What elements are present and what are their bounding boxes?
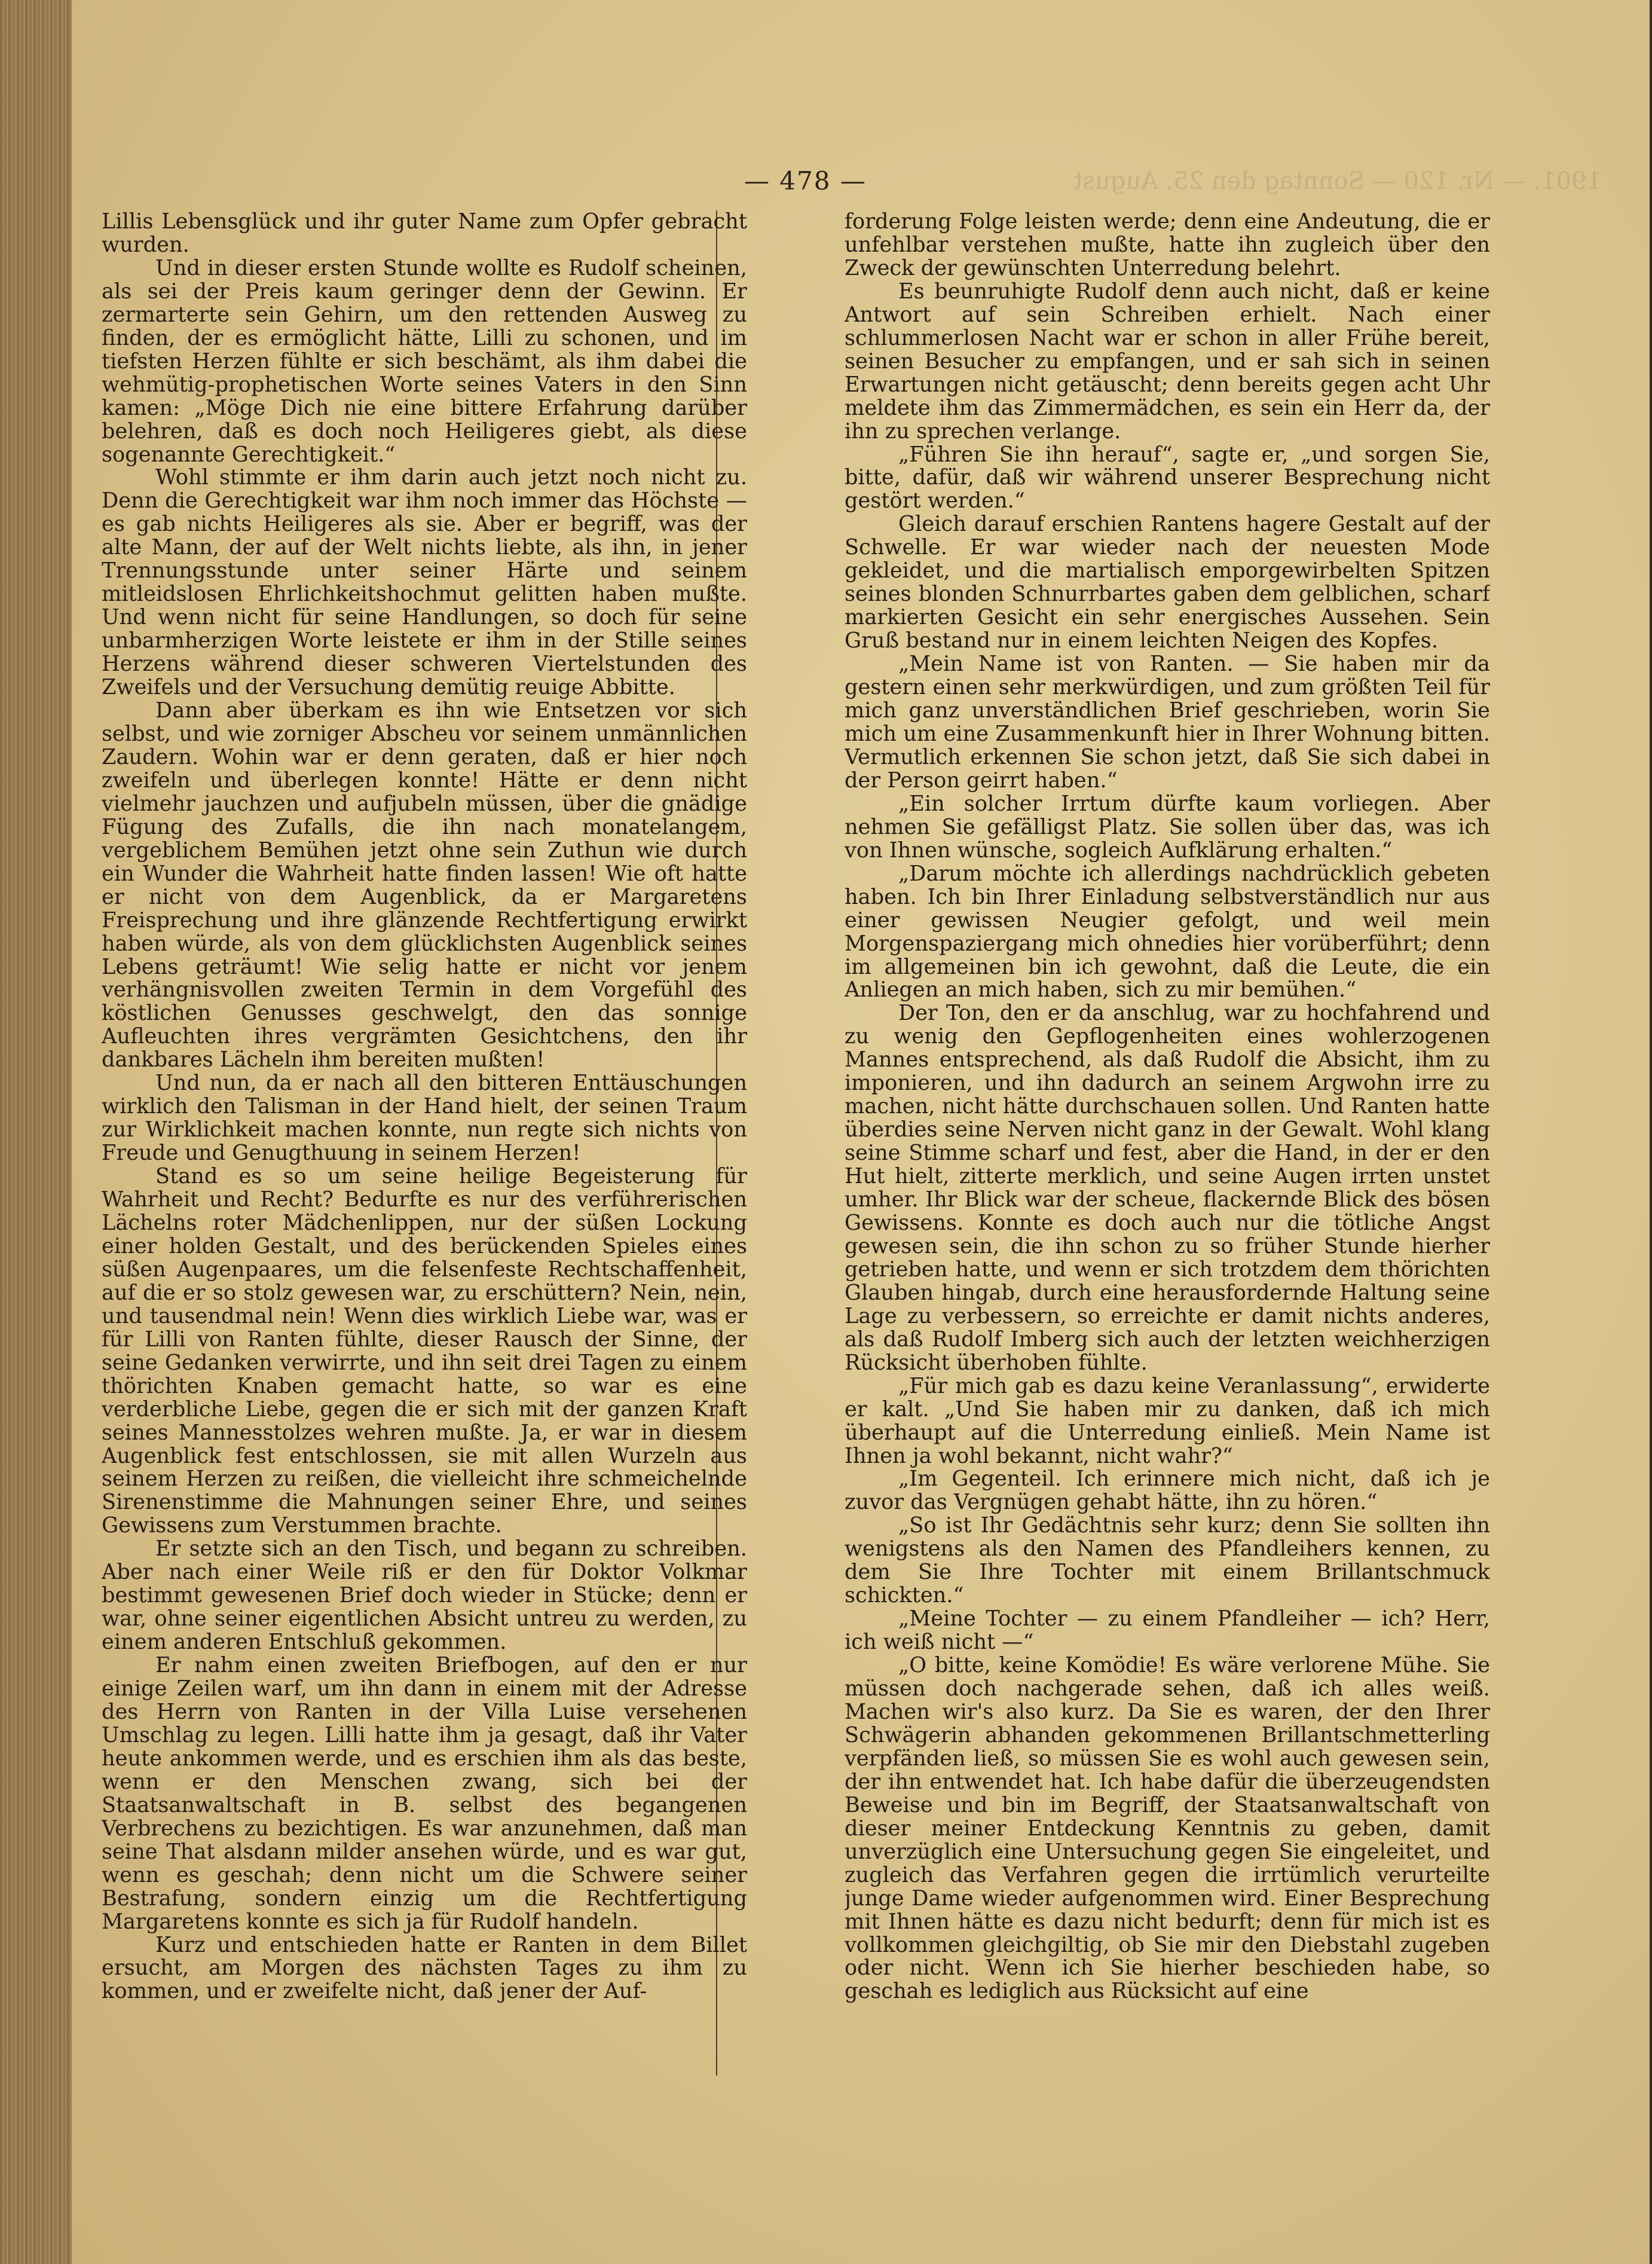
paragraph: „Meine Tochter — zu einem Pfandleiher — ich? Herr, ich weiß nicht —“ [845, 1606, 1490, 1655]
left-column [102, 210, 747, 2076]
paragraph: Lillis Lebensglück und ihr guter Name zum Opfer gebracht wurden. [102, 210, 747, 257]
paragraph: Der Ton, den er da anschlug, war zu hochfahrend und zu wenig den Gepflogenheiten eines wohlerzogenen Mannes entsprechend, als daß Rudolf die Absicht, ihm zu imponieren, und ihn dadurch an seinem Argwohn irre zu machen, nicht hätte durchschauen sollen. Und Ranten hatte überdies seine Nerven nicht ganz in der Gewalt. Wohl klang seine Stimme scharf und fest, aber die Hand, in der er den Hut hielt, zitterte merklich, und seine Augen irrten unstet umher. Ihr Blick war der scheue, flackernde Blick des bösen Gewissens. Konnte es doch auch nur die tötliche Angst gewesen sein, die ihn schon zu so früher Stunde hierher getrieben hatte, und wenn er sich trotzdem dem thörichten Glauben hingab, durch eine herausfordernde Haltung seine Lage zu verbessern, so erreichte er damit nichts anderes, als daß Rudolf Imberg sich auch der letzten weichherzigen Rücksicht überhoben fühlte. [845, 1001, 1490, 1375]
paragraph: „Darum möchte ich allerdings nachdrücklich gebeten haben. Ich bin Ihrer Einladung selbstverständlich nur aus einer gewissen Neugier gefolgt, und weil mein Morgenspaziergang mich ohnedies hier vorüberführt; denn im allgemeinen bin ich gewohnt, daß die Leute, die ein Anliegen an mich haben, sich zu mir bemühen.“ [845, 861, 1490, 1003]
paragraph: „Mein Name ist von Ranten. — Sie haben mir da gestern einen sehr merkwürdigen, und zum größten Teil für mich ganz unverständlichen Brief geschrieben, worin Sie mich um eine Zusammenkunft hier in Ihrer Wohnung bitten. Vermutlich erkennen Sie schon jetzt, daß Sie sich dabei in der Person geirrt haben.“ [845, 652, 1490, 793]
paragraph: „Für mich gab es dazu keine Veranlassung“, erwiderte er kalt. „Und Sie haben mir zu danken, daß ich mich überhaupt auf die Unterredung einließ. Mein Name ist Ihnen ja wohl bekannt, nicht wahr?“ [845, 1373, 1490, 1468]
paragraph: Stand es so um seine heilige Begeisterung für Wahrheit und Recht? Bedurfte es nur des verführerischen Lächelns roter Mädchenlippen, nur der süßen Lockung einer holden Gestalt, und des berückenden Spieles eines süßen Augenpaares, um die felsenfeste Rechtschaffenheit, auf die er so stolz gewesen war, zu erschüttern? Nein, nein, und tausendmal nein! Wenn dies wirklich Liebe war, was er für Lilli von Ranten fühlte, dieser Rausch der Sinne, der seine Gedanken verwirrte, und ihn seit drei Tagen zu einem thörichten Knaben gemacht hatte, so war es eine verderbliche Liebe, gegen die er sich mit der ganzen Kraft seines Mannesstolzes wehren mußte. Ja, er war in diesem Augenblick fest entschlossen, sie mit allen Wurzeln aus seinem Herzen zu reißen, die vielleicht ihre schmeichelnde Sirenenstimme die Mahnungen seiner Ehre, und seines Gewissens zum Verstummen brachte. [102, 1164, 747, 1538]
paragraph: Wohl stimmte er ihm darin auch jetzt noch nicht zu. Denn die Gerechtigkeit war ihm noch immer das Höchste — es gab nichts Heiligeres als sie. Aber er begriff, was der alte Mann, der auf der Welt nichts liebte, als ihn, in jener Trennungsstunde unter seiner Härte und seinem mitleidslosen Ehrlichkeitshochmut gelitten haben mußte. Und wenn nicht für seine Handlungen, so doch für seine unbarmherzigen Worte leistete er ihm in der Stille seines Herzens während dieser schweren Viertelstunden des Zweifels und der Versuchung demütig reuige Abbitte. [102, 465, 747, 700]
paragraph: „O bitte, keine Komödie! Es wäre verlorene Mühe. Sie müssen doch nachgerade sehen, daß ich alles weiß. Machen wir's also kurz. Da Sie es waren, der den Ihrer Schwägerin abhanden gekommenen Brillantschmetterling verpfänden ließ, so müssen Sie es wohl auch gewesen sein, der ihn entwendet hat. Ich habe dafür die überzeugendsten Beweise und bin im Begriff, der Staatsanwaltschaft von dieser meiner Entdeckung Kenntnis zu geben, damit unverzüglich eine Untersuchung gegen Sie eingeleitet, und zugleich das Verfahren gegen die irrtümlich verurteilte junge Dame wieder aufgenommen wird. Einer Besprechung mit Ihnen hätte es dazu nicht bedurft; denn für mich ist es vollkommen gleichgiltig, ob Sie mir den Diebstahl zugeben oder nicht. Wenn ich Sie hierher beschieden habe, so geschah es lediglich aus Rücksicht auf eine [845, 1653, 1490, 2004]
paragraph: „Ein solcher Irrtum dürfte kaum vorliegen. Aber nehmen Sie gefälligst Platz. Sie sollen über das, was ich von Ihnen wünsche, sogleich Aufklärung erhalten.“ [845, 791, 1490, 863]
paragraph: Gleich darauf erschien Rantens hagere Gestalt auf der Schwelle. Er war wieder nach der neuesten Mode gekleidet, und die martialisch emporgewirbelten Spitzen seines blonden Schnurrbartes gaben dem gelblichen, scharf markierten Gesicht ein sehr energisches Aussehen. Sein Gruß bestand nur in einem leichten Neigen des Kopfes. [845, 512, 1490, 653]
text-columns [102, 210, 1518, 2076]
right-column [845, 210, 1490, 2076]
paragraph: Es beunruhigte Rudolf denn auch nicht, daß er keine Antwort auf sein Schreiben erhielt. Nach einer schlummerlosen Nacht war er schon in aller Frühe bereit, seinen Besucher zu empfangen, und er sah sich in seinen Erwartungen nicht getäuscht; denn bereits gegen acht Uhr meldete ihm das Zimmermädchen, es sein ein Herr da, der ihn zu sprechen verlange. [845, 279, 1490, 444]
paragraph: Er nahm einen zweiten Briefbogen, auf den er nur einige Zeilen warf, um ihn dann in einem mit der Adresse des Herrn von Ranten in der Villa Luise versehenen Umschlag zu legen. Lilli hatte ihm ja gesagt, daß ihr Vater heute ankommen werde, und es erschien ihm als das beste, wenn er den Menschen zwang, sich bei der Staatsanwaltschaft in B. selbst des begangenen Verbrechens zu bezichtigen. Es war anzunehmen, daß man seine That alsdann milder ansehen würde, und es war gut, wenn es geschah; denn nicht um die Schwere seiner Bestrafung, sondern einzig um die Rechtfertigung Margaretens konnte es sich ja für Rudolf handeln. [102, 1653, 747, 1934]
paragraph: „Führen Sie ihn herauf“, sagte er, „und sorgen Sie, bitte, dafür, daß wir während unserer Besprechung nicht gestört werden.“ [845, 442, 1490, 514]
paragraph: „So ist Ihr Gedächtnis sehr kurz; denn Sie sollten ihn wenigstens als den Namen des Pfandleihers kennen, zu dem Sie Ihre Tochter mit einem Brillantschmuck schickten.“ [845, 1513, 1490, 1608]
paragraph: Dann aber überkam es ihn wie Entsetzen vor sich selbst, und wie zorniger Abscheu vor seinem unmännlichen Zaudern. Wohin war er denn geraten, daß er hier noch zweifeln und überlegen konnte! Hätte er denn nicht vielmehr jauchzen und aufjubeln müssen, über die gnädige Fügung des Zufalls, die ihn nach monatelangem, vergeblichem Bemühen jetzt ohne sein Zuthun wie durch ein Wunder die Wahrheit hatte finden lassen! Wie oft hatte er nicht von dem Augenblick, da er Margaretens Freisprechung und ihre glänzende Rechtfertigung erwirkt haben würde, als von dem glücklichsten Augenblick seines Lebens geträumt! Wie selig hatte er nicht vor jenem verhängnisvollen zweiten Termin in dem Vorgefühl des köstlichen Genusses geschwelgt, den das sonnige Aufleuchten ihres vergrämten Gesichtchens, den ihr dankbares Lächeln ihm bereiten mußten! [102, 698, 747, 1073]
paragraph: forderung Folge leisten werde; denn eine Andeutung, die er unfehlbar verstehen mußte, hatte ihn zugleich über den Zweck der gewünschten Unterredung belehrt. [845, 210, 1490, 280]
show-through-text: 1901. — Nr. 120 — Sonntag den 25. August [1073, 167, 1602, 195]
paragraph: Und in dieser ersten Stunde wollte es Rudolf scheinen, als sei der Preis kaum geringer denn der Gewinn. Er zermarterte sein Gehirn, um den rettenden Ausweg zu finden, der es ermöglicht hätte, Lilli zu schonen, und im tiefsten Herzen fühlte er sich beschämt, als ihm dabei die wehmütig-prophetischen Worte seines Vaters in den Sinn kamen: „Möge Dich nie eine bittere Erfahrung darüber belehren, daß es doch noch Heiligeres giebt, als diese sogenannte Gerechtigkeit.“ [102, 255, 747, 467]
page-number: — 478 — [744, 166, 867, 195]
book-edge [0, 0, 72, 2264]
paragraph: Kurz und entschieden hatte er Ranten in dem Billet ersucht, am Morgen des nächsten Tages zu ihm zu kommen, und er zweifelte nicht, daß jener der Auf- [102, 1932, 747, 2004]
paragraph: Und nun, da er nach all den bitteren Enttäuschungen wirklich den Talisman in der Hand hielt, der seinen Traum zur Wirklichkeit machen konnte, nun regte sich nichts von Freude und Genugthuung in seinem Herzen! [102, 1071, 747, 1166]
paragraph: Er setzte sich an den Tisch, und begann zu schreiben. Aber nach einer Weile riß er den für Doktor Volkmar bestimmt gewesenen Brief doch wieder in Stücke; denn er war, ohne seiner eigentlichen Absicht untreu zu werden, zu einem anderen Entschluß gekommen. [102, 1536, 747, 1655]
paragraph: „Im Gegenteil. Ich erinnere mich nicht, daß ich je zuvor das Vergnügen gehabt hätte, ihn zu hören.“ [845, 1466, 1490, 1515]
